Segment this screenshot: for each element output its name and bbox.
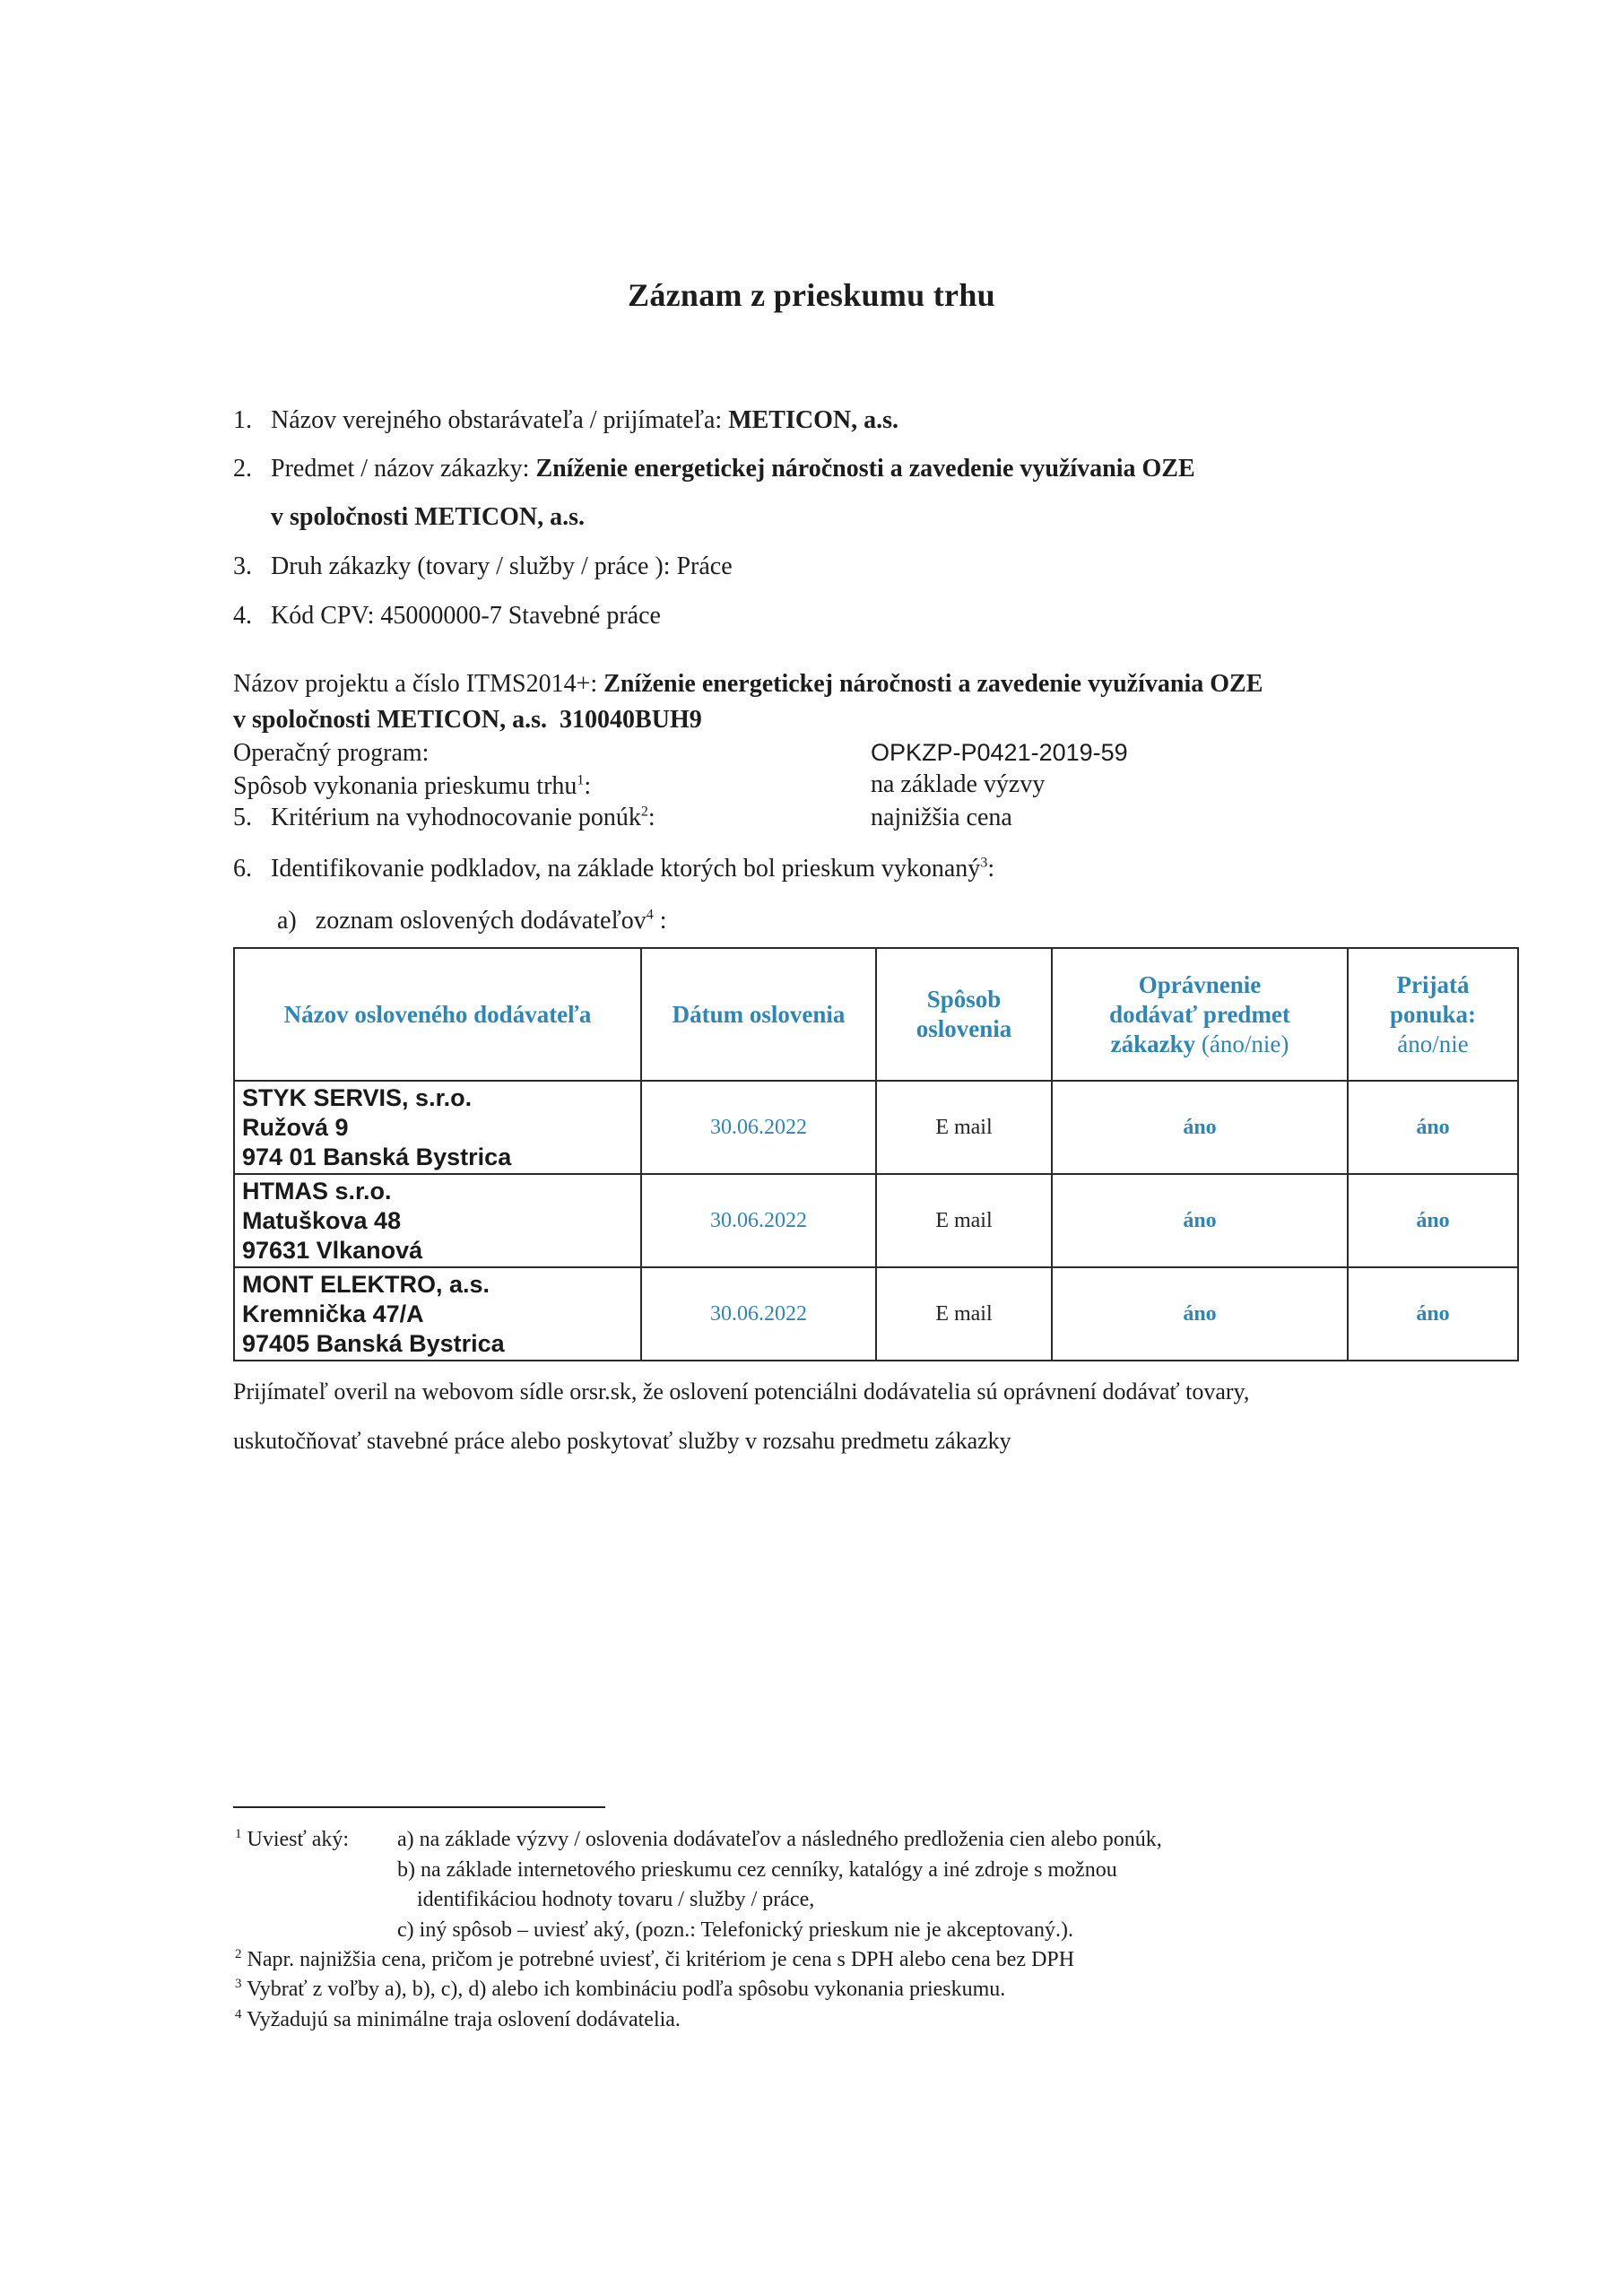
item-4 bbox=[233, 601, 661, 631]
criterion-value: najnižšia cena bbox=[871, 804, 1012, 831]
item-6a-label: a) bbox=[277, 907, 297, 935]
project-name-line bbox=[233, 669, 1263, 700]
item-1-value: METICON, a.s. bbox=[728, 406, 898, 434]
footnote-2-number: 2 bbox=[235, 1947, 242, 1961]
item-4-number: 4. bbox=[233, 602, 252, 630]
contact-date-cell: 30.06.2022 bbox=[641, 1267, 876, 1361]
item-6-footnote-ref: 3 bbox=[980, 855, 988, 871]
header-offer-line-1: Prijatá bbox=[1396, 970, 1470, 998]
offer-received-cell: áno bbox=[1348, 1174, 1518, 1267]
supplier-name: HTMAS s.r.o. bbox=[242, 1177, 392, 1205]
contact-method-cell: E mail bbox=[876, 1081, 1052, 1174]
header-method-line-2: oslovenia bbox=[916, 1015, 1012, 1042]
program-value: OPKZP-P0421-2019-59 bbox=[871, 739, 1128, 766]
supplier-cell bbox=[234, 1267, 641, 1361]
criterion-label: Kritérium na vyhodnocovanie ponúk bbox=[271, 804, 641, 831]
item-1-number: 1. bbox=[233, 406, 252, 434]
item-2-label: Predmet / názov zákazky: bbox=[271, 455, 530, 483]
header-authorization bbox=[1052, 948, 1348, 1081]
supplier-name: MONT ELEKTRO, a.s. bbox=[242, 1270, 490, 1298]
supplier-street: Ružová 9 bbox=[242, 1113, 349, 1141]
item-6-number: 6. bbox=[233, 855, 252, 883]
table-row bbox=[234, 1081, 1518, 1174]
item-3 bbox=[233, 552, 733, 582]
header-contact-date: Dátum oslovenia bbox=[641, 948, 876, 1081]
project-name: Zníženie energetickej náročnosti a zavedenie využívania OZE bbox=[603, 670, 1263, 698]
footnote-2 bbox=[235, 1946, 1074, 1973]
offer-received-cell: áno bbox=[1348, 1081, 1518, 1174]
project-name-continued: v spoločnosti METICON, a.s. bbox=[233, 706, 548, 734]
project-name-line-2 bbox=[233, 705, 702, 735]
authorized-cell: áno bbox=[1052, 1267, 1348, 1361]
footnote-1-number: 1 bbox=[235, 1827, 242, 1841]
supplier-cell bbox=[234, 1081, 641, 1174]
footnote-1-option-b-continued: identifikáciou hodnoty tovaru / služby / práce, bbox=[417, 1888, 815, 1911]
supplier-cell bbox=[234, 1174, 641, 1267]
item-6-text: Identifikovanie podkladov, na základe ktorých bol prieskum vykonaný bbox=[271, 855, 981, 883]
contact-date-cell: 30.06.2022 bbox=[641, 1174, 876, 1267]
contact-date-cell: 30.06.2022 bbox=[641, 1081, 876, 1174]
supplier-street: Kremnička 47/A bbox=[242, 1300, 424, 1327]
verification-line-2: uskutočňovať stavebné práce alebo poskytovať služby v rozsahu predmetu zákazky bbox=[233, 1428, 1011, 1454]
footnote-3 bbox=[235, 1976, 1005, 2003]
footnote-3-number: 3 bbox=[235, 1977, 242, 1991]
item-2-value-continued: v spoločnosti METICON, a.s. bbox=[271, 503, 586, 531]
item-6a-footnote-ref: 4 bbox=[646, 907, 654, 923]
table-header-row bbox=[234, 948, 1518, 1081]
item-2-value: Zníženie energetickej náročnosti a zavedenie využívania OZE bbox=[535, 455, 1195, 483]
method-line: Spôsob vykonania prieskumu trhu$^1$: bbox=[233, 772, 592, 800]
header-auth-yes-no: (áno/nie) bbox=[1201, 1030, 1289, 1057]
project-code: 310040BUH9 bbox=[560, 706, 702, 734]
item-6a-text: zoznam oslovených dodávateľov bbox=[315, 907, 647, 935]
authorized-cell: áno bbox=[1052, 1174, 1348, 1267]
item-1 bbox=[233, 405, 898, 436]
footnote-3-text: Vybrať z voľby a), b), c), d) alebo ich kombináciu podľa spôsobu vykonania prieskumu. bbox=[247, 1978, 1006, 2001]
item-6: 6. Identifikovanie podkladov, na základe ktorých bol prieskum vykonaný$^3$: bbox=[233, 855, 995, 883]
footnote-4-number: 4 bbox=[235, 2007, 242, 2022]
header-offer-received bbox=[1348, 948, 1518, 1081]
supplier-city: 97405 Banská Bystrica bbox=[242, 1329, 505, 1357]
verification-line-1: Prijímateľ overil na webovom sídle orsr.sk, že oslovení potenciálni dodávatelia sú oprávnení dodávať tovary, bbox=[233, 1378, 1250, 1405]
criterion-footnote-ref: 2 bbox=[640, 804, 648, 820]
item-6a: a) zoznam oslovených dodávateľov$^4$ : bbox=[277, 907, 667, 935]
footnote-1-label: Uviesť aký: bbox=[247, 1828, 350, 1851]
contact-method-cell: E mail bbox=[876, 1174, 1052, 1267]
item-3-text: Druh zákazky (tovary / služby / práce ): Práce bbox=[271, 552, 733, 580]
footnote-4-text: Vyžadujú sa minimálne traja oslovení dodávatelia. bbox=[247, 2008, 681, 2031]
footnote-divider bbox=[233, 1806, 605, 1808]
supplier-city: 97631 Vlkanová bbox=[242, 1236, 423, 1264]
header-auth-line-1: Oprávnenie bbox=[1138, 970, 1262, 998]
table-row bbox=[234, 1267, 1518, 1361]
authorized-cell: áno bbox=[1052, 1081, 1348, 1174]
suppliers-table bbox=[233, 947, 1519, 1361]
supplier-city: 974 01 Banská Bystrica bbox=[242, 1143, 512, 1170]
offer-received-cell: áno bbox=[1348, 1267, 1518, 1361]
header-auth-line-3: zákazky bbox=[1110, 1030, 1196, 1057]
method-footnote-ref: 1 bbox=[577, 772, 585, 788]
method-value: na základe výzvy bbox=[871, 770, 1046, 798]
header-offer-yes-no: áno/nie bbox=[1397, 1030, 1469, 1057]
header-auth-line-2: dodávať predmet bbox=[1109, 1000, 1290, 1028]
item-3-number: 3. bbox=[233, 552, 252, 580]
item-1-label: Názov verejného obstarávateľa / prijímateľa: bbox=[271, 406, 723, 434]
item-2-number: 2. bbox=[233, 455, 252, 483]
item-4-text: Kód CPV: 45000000-7 Stavebné práce bbox=[271, 602, 661, 630]
table-row bbox=[234, 1174, 1518, 1267]
project-label: Názov projektu a číslo ITMS2014+: bbox=[233, 670, 598, 698]
method-label: Spôsob vykonania prieskumu trhu bbox=[233, 772, 577, 800]
header-contact-method bbox=[876, 948, 1052, 1081]
supplier-name: STYK SERVIS, s.r.o. bbox=[242, 1083, 473, 1111]
header-method-line-1: Spôsob bbox=[926, 986, 1002, 1013]
footnote-4 bbox=[235, 2006, 681, 2033]
criterion-number: 5. bbox=[233, 804, 252, 831]
item-2 bbox=[233, 454, 1195, 484]
program-label: Operačný program: bbox=[233, 739, 430, 767]
document-title: Záznam z prieskumu trhu bbox=[628, 277, 995, 313]
footnote-1-option-b: b) na základe internetového prieskumu cez cenníky, katalógy a iné zdroje s možnou bbox=[397, 1858, 1117, 1882]
footnote-1 bbox=[235, 1826, 349, 1853]
contact-method-cell: E mail bbox=[876, 1267, 1052, 1361]
footnote-1-option-a: a) na základe výzvy / oslovenia dodávateľov a následného predloženia cien alebo ponúk, bbox=[397, 1828, 1162, 1851]
footnote-2-text: Napr. najnižšia cena, pričom je potrebné uviesť, či kritériom je cena s DPH alebo cena bez DPH bbox=[247, 1948, 1075, 1971]
header-supplier-name: Názov osloveného dodávateľa bbox=[234, 948, 641, 1081]
footnote-1-option-c: c) iný spôsob – uviesť aký, (pozn.: Telefonický prieskum nie je akceptovaný.). bbox=[397, 1918, 1073, 1942]
item-2-continuation bbox=[271, 502, 585, 533]
header-offer-line-2: ponuka: bbox=[1389, 1000, 1477, 1028]
supplier-street: Matuškova 48 bbox=[242, 1206, 402, 1234]
criterion-line: 5. Kritérium na vyhodnocovanie ponúk$^2$: bbox=[233, 804, 655, 831]
